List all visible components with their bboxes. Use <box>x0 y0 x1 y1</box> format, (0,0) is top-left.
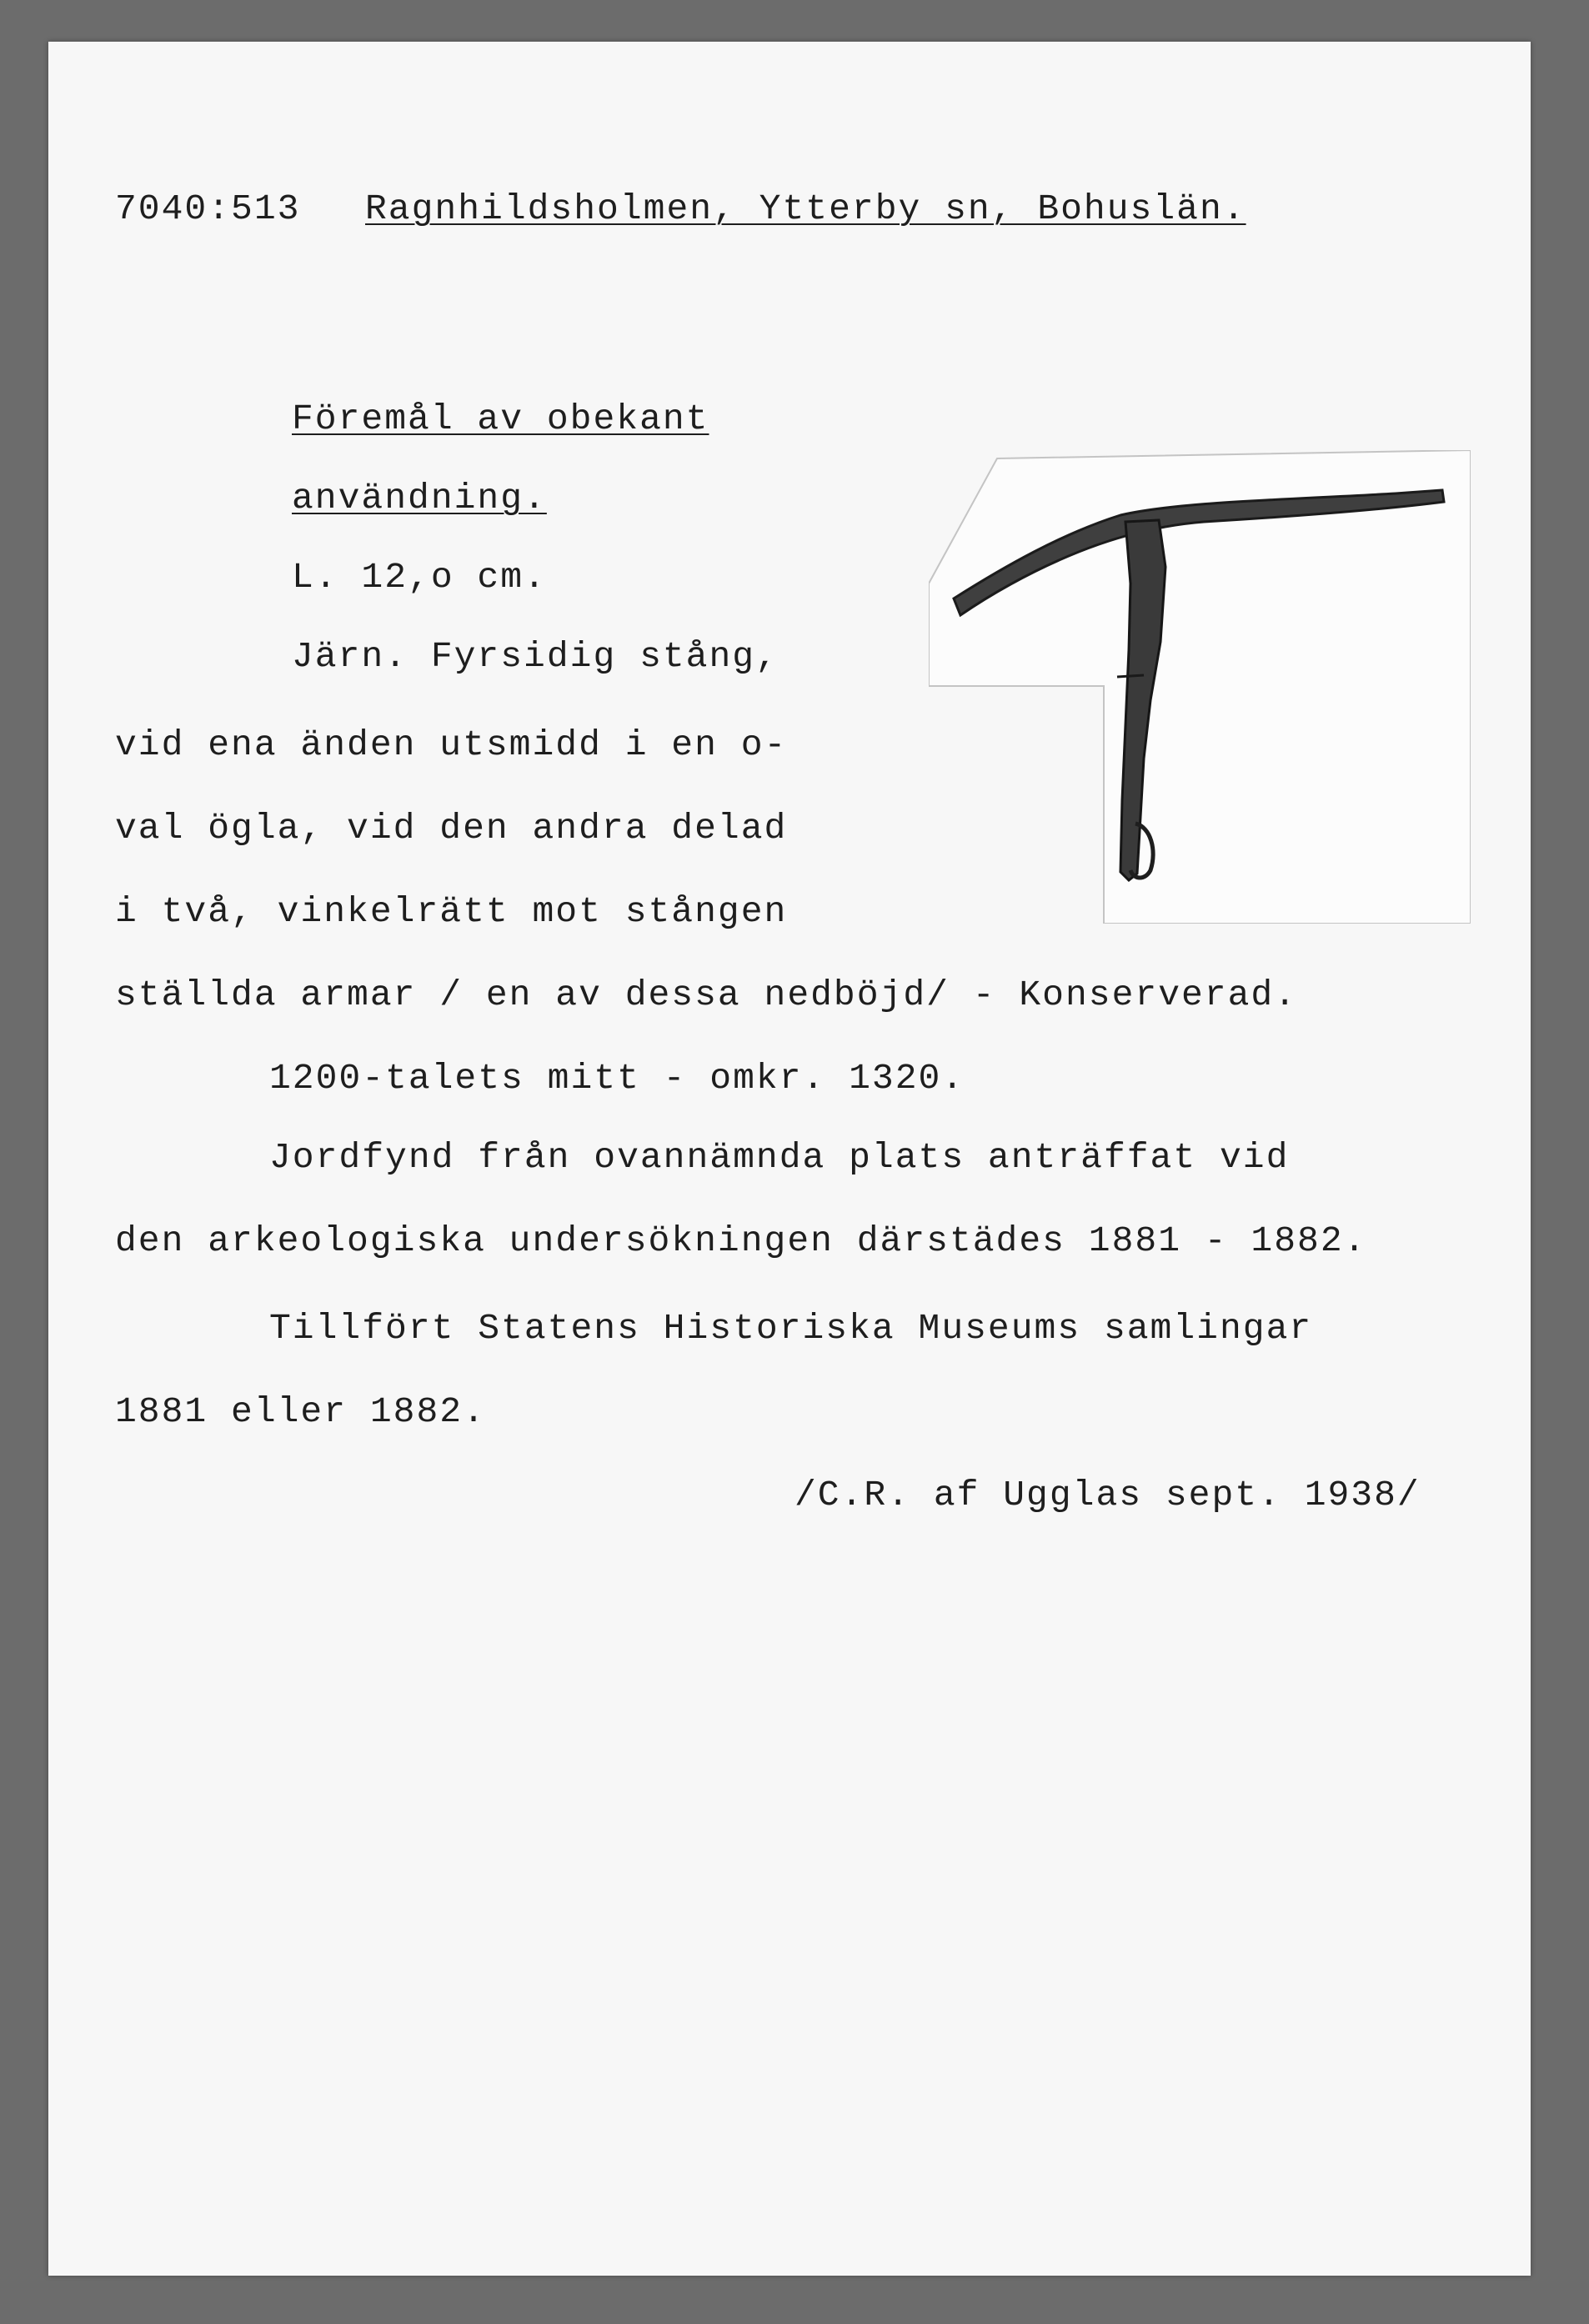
find-line-2: den arkeologiska undersökningen därstädes 1881 - 1882. <box>115 1220 1367 1261</box>
acquisition-line-1: Tillfört Statens Historiska Museums samlingar <box>269 1308 1313 1349</box>
description-line-2: vid ena änden utsmidd i en o- <box>115 724 788 765</box>
description-line-5: ställda armar / en av dessa nedböjd/ - Konserverad. <box>115 974 1298 1015</box>
object-title-line-1: Föremål av obekant <box>292 398 709 439</box>
catalog-card <box>48 42 1531 2276</box>
t-object-icon <box>929 450 1471 924</box>
object-length: L. 12,o cm. <box>292 557 547 598</box>
description-line-4: i två, vinkelrätt mot stången <box>115 891 788 932</box>
description-line-1: Järn. Fyrsidig stång, <box>292 636 779 677</box>
signature: /C.R. af Ugglas sept. 1938/ <box>794 1475 1421 1515</box>
find-line-1: Jordfynd från ovannämnda plats anträffat vid <box>269 1137 1290 1178</box>
object-title-line-2: användning. <box>292 478 547 518</box>
description-line-3: val ögla, vid den andra delad <box>115 808 788 849</box>
iron-t-object-photo <box>929 450 1471 924</box>
catalog-number: 7040:513 <box>115 188 301 229</box>
acquisition-line-2: 1881 eller 1882. <box>115 1391 486 1432</box>
location-heading: Ragnhildsholmen, Ytterby sn, Bohuslän. <box>365 188 1246 229</box>
dating-text: 1200-talets mitt - omkr. 1320. <box>269 1058 965 1099</box>
